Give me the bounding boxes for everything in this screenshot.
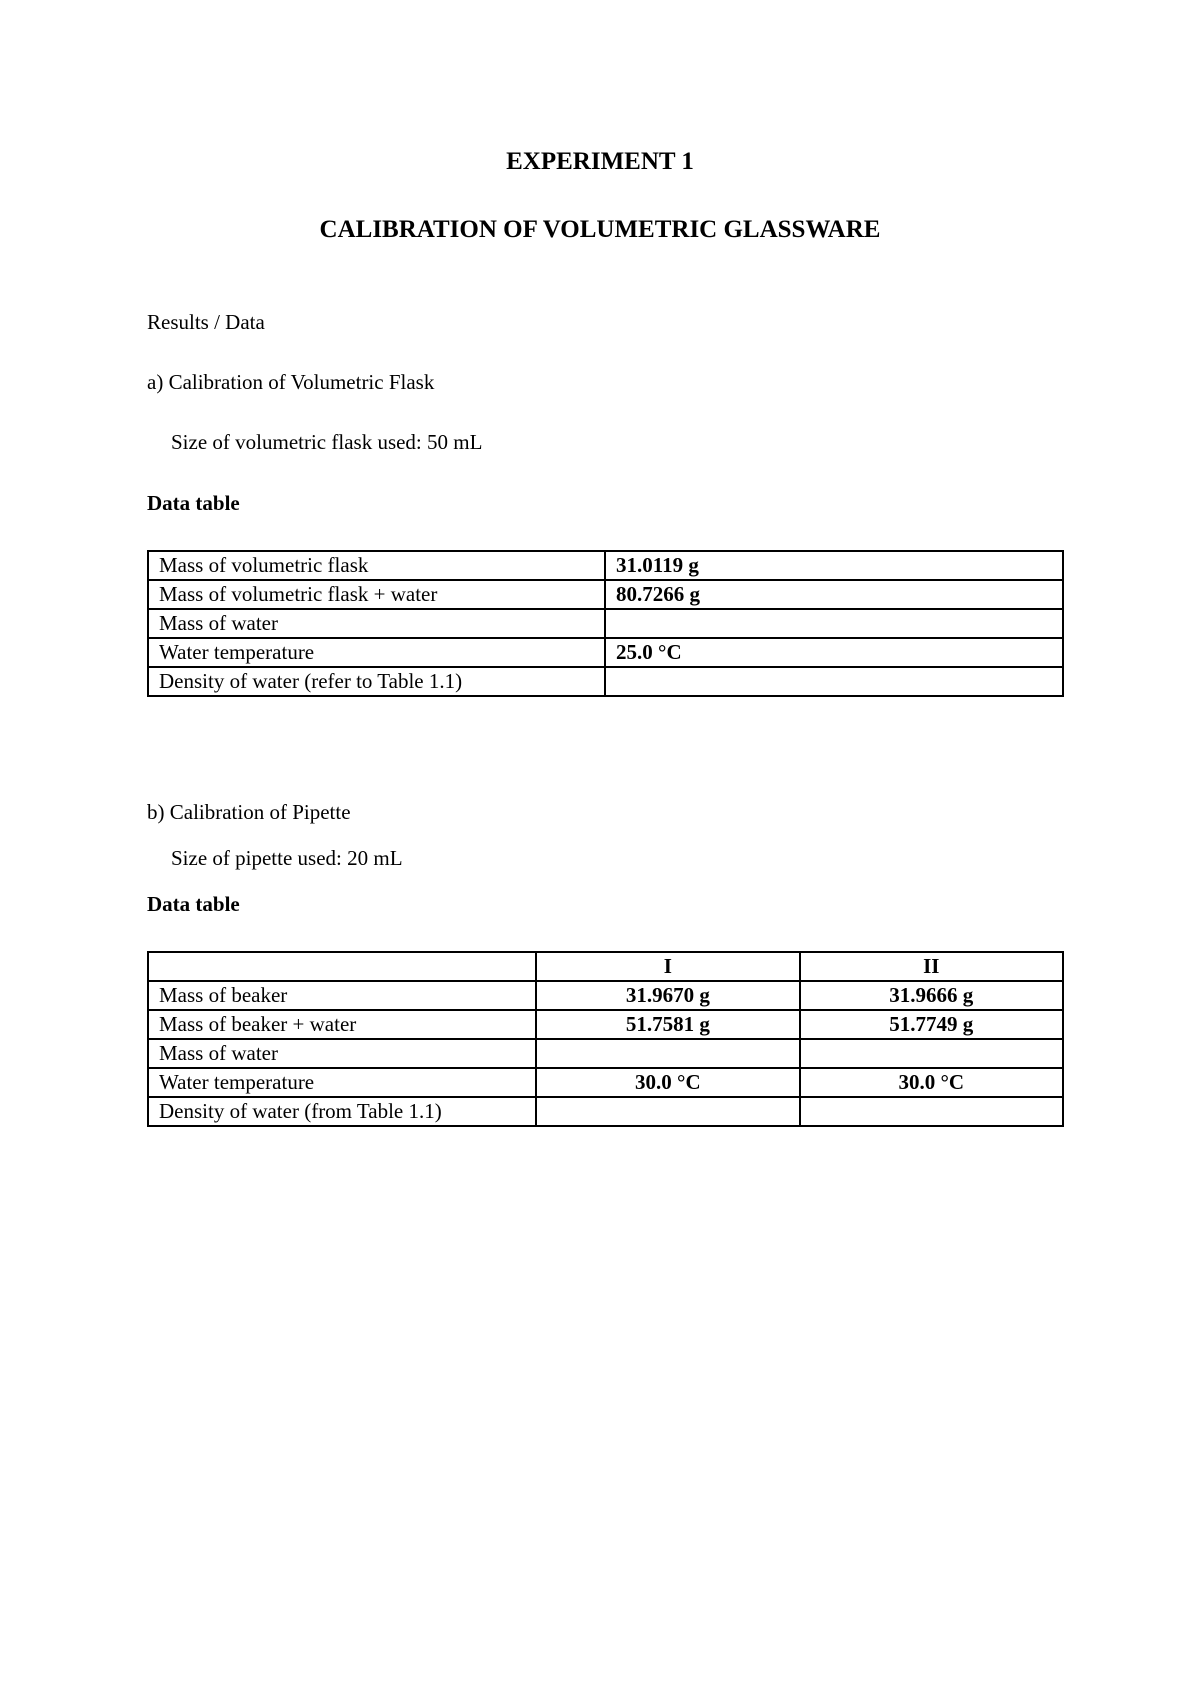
column-header <box>148 952 536 981</box>
trial-2-value: 31.9666 g <box>800 981 1063 1010</box>
trial-1-value: 30.0 °C <box>536 1068 799 1097</box>
table-row <box>148 1010 1063 1039</box>
row-label: Water temperature <box>148 1068 536 1097</box>
row-label: Water temperature <box>148 638 605 667</box>
row-label: Density of water (refer to Table 1.1) <box>148 667 605 696</box>
section-a-table-label: Data table <box>147 491 240 515</box>
trial-1-value: 31.9670 g <box>536 981 799 1010</box>
section-b-heading: b) Calibration of Pipette <box>147 800 351 824</box>
flask-data-table <box>147 550 1064 697</box>
table-row <box>148 1097 1063 1126</box>
trial-1-value: 51.7581 g <box>536 1010 799 1039</box>
row-value <box>605 609 1063 638</box>
row-value <box>605 667 1063 696</box>
table-row <box>148 1068 1063 1097</box>
trial-2-value <box>800 1039 1063 1068</box>
row-value: 25.0 °C <box>605 638 1063 667</box>
results-heading: Results / Data <box>147 310 265 334</box>
table-row <box>148 1039 1063 1068</box>
row-label: Mass of beaker <box>148 981 536 1010</box>
table-row <box>148 667 1063 696</box>
trial-2-value: 51.7749 g <box>800 1010 1063 1039</box>
row-label: Mass of water <box>148 609 605 638</box>
column-header: II <box>800 952 1063 981</box>
trial-1-value <box>536 1039 799 1068</box>
row-label: Mass of volumetric flask + water <box>148 580 605 609</box>
row-label: Mass of beaker + water <box>148 1010 536 1039</box>
column-header: I <box>536 952 799 981</box>
trial-2-value <box>800 1097 1063 1126</box>
table-row <box>148 580 1063 609</box>
row-value: 80.7266 g <box>605 580 1063 609</box>
section-b-table-label: Data table <box>147 892 240 916</box>
section-b-size-line: Size of pipette used: 20 mL <box>171 846 403 870</box>
trial-2-value: 30.0 °C <box>800 1068 1063 1097</box>
row-label: Mass of volumetric flask <box>148 551 605 580</box>
table-row <box>148 638 1063 667</box>
trial-1-value <box>536 1097 799 1126</box>
table-row <box>148 981 1063 1010</box>
row-label: Mass of water <box>148 1039 536 1068</box>
table-header-row <box>148 952 1063 981</box>
pipette-data-table <box>147 951 1064 1127</box>
page-subtitle: CALIBRATION OF VOLUMETRIC GLASSWARE <box>319 216 881 243</box>
section-a-heading: a) Calibration of Volumetric Flask <box>147 370 435 394</box>
row-label: Density of water (from Table 1.1) <box>148 1097 536 1126</box>
table-row <box>148 609 1063 638</box>
section-a-size-line: Size of volumetric flask used: 50 mL <box>171 430 483 454</box>
row-value: 31.0119 g <box>605 551 1063 580</box>
table-row <box>148 551 1063 580</box>
page-title: EXPERIMENT 1 <box>506 148 694 175</box>
